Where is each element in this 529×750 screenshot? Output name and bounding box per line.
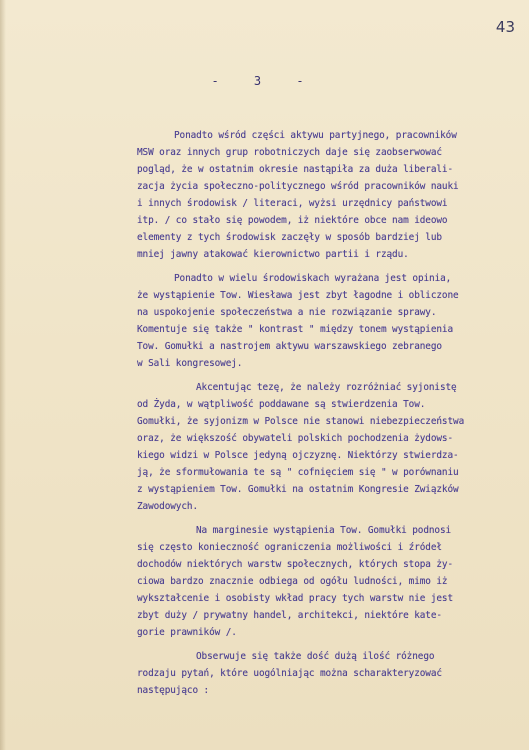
text-line: gorie prawników /. [137,627,237,638]
text-line: Ponadto wśród części aktywu partyjnego, pracowników [174,130,457,141]
text-line: mniej jawny atakować kierownictwo partii i rządu. [137,249,409,260]
text-line: elementy z tych środowisk zaczęły w sposób bardziej lub [137,232,442,243]
text-line: Zawodowych. [137,501,198,512]
text-line: dochodów niektórych warstw społecznych, których stopa ży- [137,559,454,570]
text-line: wykształcenie i osobisty wkład pracy tych warstw nie jest [137,593,454,604]
text-line: z wystąpieniem Tow. Gomułki na ostatnim Kongresie Związków [137,484,459,495]
text-line: że wystąpienie Tow. Wiesława jest zbyt łagodne i obliczone [137,290,459,301]
text-line: pogląd, że w ostatnim okresie nastąpiła za duża liberali- [137,164,454,175]
text-line: Obserwuje się także dość dużą ilość różnego [196,651,435,662]
text-line: MSW oraz innych grup robotniczych daje się zaobserwować [137,147,442,158]
text-line: zacja życia społeczno-politycznego wśród pracowników nauki [137,181,459,192]
text-line: następująco : [137,685,210,696]
handwritten-page-number: 43 [495,18,515,36]
typed-page-number: - 3 - [211,74,318,88]
text-line: itp. / co stało się powodem, iż niektóre obce nam ideowo [137,215,448,226]
text-line: oraz, że większość obywateli polskich pochodzenia żydows- [137,433,454,444]
text-line: rodzaju pytań, które uogólniając można scharakteryzować [137,668,442,679]
text-line: i innych środowisk / literaci, wyżsi urzędnicy państwowi [137,198,448,209]
text-line: ją, że sformułowania te są " cofnięciem się " w porównaniu [137,467,459,478]
text-line: Ponadto w wielu środowiskach wyrażana jest opinia, [174,273,452,284]
text-line: na uspokojenie społeczeństwa a nie rozwiązanie sprawy. [137,307,437,318]
text-line: zbyt duży / prywatny handel, architekci, niektóre kate- [137,610,442,621]
text-line: Akcentując tezę, że należy rozróżniać syjonistę [196,382,457,393]
text-line: w Sali kongresowej. [137,358,243,369]
text-line: Gomułki, że syjonizm w Polsce nie stanowi niebezpieczeństwa [137,416,465,427]
text-line: Komentuje się także " kontrast " między tonem wystąpienia [137,324,454,335]
text-line: kiego widzi w Polsce jedyną ojczyznę. Niektórzy stwierdza- [137,450,459,461]
text-line: Tow. Gomułki a nastrojem aktywu warszawskiego zebranego [137,341,442,352]
text-line: ciowa bardzo znacznie odbiega od ogółu ludności, mimo iż [137,576,448,587]
text-line: się często konieczność ograniczenia możliwości i źródeł [137,542,442,553]
text-line: Na marginesie wystąpienia Tow. Gomułki podnosi [196,525,452,536]
text-line: od Żyda, w wątpliwość poddawane są stwierdzenia Tow. [137,399,426,410]
